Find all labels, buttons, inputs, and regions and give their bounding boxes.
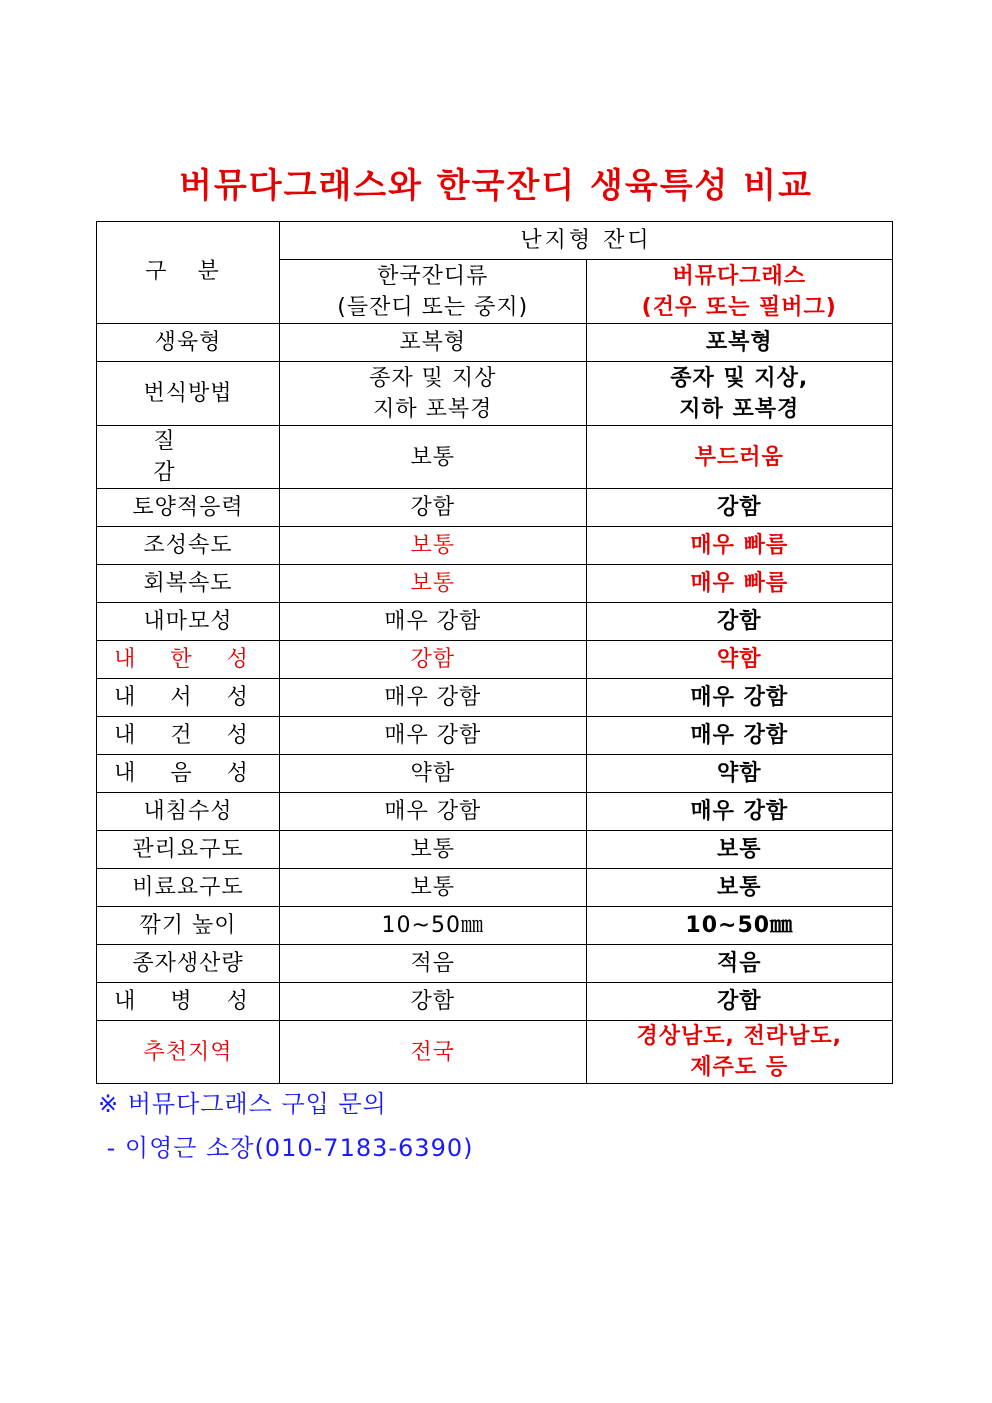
table-row (97, 426, 893, 489)
korean-value: 보통 (280, 831, 587, 869)
korean-value: 전국 (280, 1021, 587, 1084)
table-row (97, 324, 893, 362)
bermuda-value: 강함 (586, 603, 893, 641)
table-row (97, 869, 893, 907)
header-category: 구 분 (97, 222, 280, 324)
purchase-inquiry-note: ※ 버뮤다그래스 구입 문의 (98, 1090, 387, 1118)
korean-value: 약함 (280, 755, 587, 793)
contact-info: - 이영근 소장(010-7183-6390) (98, 1134, 474, 1162)
row-label: 내마모성 (97, 603, 280, 641)
row-label: 질 감 (97, 426, 280, 489)
bermuda-value: 약함 (586, 641, 893, 679)
table-row (97, 565, 893, 603)
row-label: 내 병 성 (97, 983, 280, 1021)
header-bermuda (586, 260, 893, 324)
bermuda-value-line2: 제주도 등 (690, 1055, 789, 1080)
korean-value: 강함 (280, 489, 587, 527)
korean-value: 매우 강함 (280, 793, 587, 831)
korean-value (280, 362, 587, 426)
bermuda-value-line1: 종자 및 지상, (670, 365, 809, 391)
bermuda-value: 강함 (586, 983, 893, 1021)
header-korean-sub: (들잔디 또는 중지) (337, 294, 529, 320)
korean-value: 강함 (280, 641, 587, 679)
bermuda-value: 매우 강함 (586, 679, 893, 717)
bermuda-value: 10~50㎜ (586, 907, 893, 945)
korean-value: 보통 (280, 565, 587, 603)
row-label: 번식방법 (97, 362, 280, 426)
table-row (97, 983, 893, 1021)
table-row (97, 1021, 893, 1084)
bermuda-value (586, 362, 893, 426)
bermuda-value: 보통 (586, 869, 893, 907)
row-label: 내 한 성 (97, 641, 280, 679)
bermuda-value: 강함 (586, 489, 893, 527)
table-row (97, 907, 893, 945)
table-row (97, 679, 893, 717)
comparison-table (96, 221, 893, 1084)
table-row (97, 831, 893, 869)
row-label: 토양적응력 (97, 489, 280, 527)
header-korean-name: 한국잔디류 (377, 263, 489, 289)
korean-value: 강함 (280, 983, 587, 1021)
header-bermuda-name: 버뮤다그래스 (672, 263, 806, 289)
table-row (97, 489, 893, 527)
bermuda-value: 매우 빠름 (586, 527, 893, 565)
row-label: 내침수성 (97, 793, 280, 831)
bermuda-value: 약함 (586, 755, 893, 793)
row-label: 종자생산량 (97, 945, 280, 983)
table-row (97, 793, 893, 831)
row-label: 깎기 높이 (97, 907, 280, 945)
bermuda-value-line1: 경상남도, 전라남도, (636, 1024, 842, 1049)
table-row (97, 603, 893, 641)
korean-value: 보통 (280, 527, 587, 565)
header-group: 난지형 잔디 (280, 222, 893, 260)
korean-value: 포복형 (280, 324, 587, 362)
row-label: 생육형 (97, 324, 280, 362)
bermuda-value: 보통 (586, 831, 893, 869)
table-row (97, 945, 893, 983)
bermuda-value: 매우 강함 (586, 793, 893, 831)
bermuda-value (586, 1021, 893, 1084)
korean-value: 보통 (280, 426, 587, 489)
bermuda-value: 매우 빠름 (586, 565, 893, 603)
header-korean (280, 260, 587, 324)
row-label: 내 서 성 (97, 679, 280, 717)
header-bermuda-sub: (건우 또는 필버그) (641, 294, 837, 320)
row-label: 조성속도 (97, 527, 280, 565)
table-row (97, 641, 893, 679)
bermuda-value: 부드러움 (586, 426, 893, 489)
table-row (97, 362, 893, 426)
korean-value: 10~50㎜ (280, 907, 587, 945)
table-row (97, 527, 893, 565)
row-label: 내 건 성 (97, 717, 280, 755)
row-label: 비료요구도 (97, 869, 280, 907)
korean-value: 적음 (280, 945, 587, 983)
row-label: 관리요구도 (97, 831, 280, 869)
bermuda-value-line2: 지하 포복경 (679, 396, 800, 422)
table-row (97, 717, 893, 755)
bermuda-value: 매우 강함 (586, 717, 893, 755)
korean-value-line2: 지하 포복경 (373, 396, 493, 422)
bermuda-value: 포복형 (586, 324, 893, 362)
row-label: 회복속도 (97, 565, 280, 603)
row-label: 내 음 성 (97, 755, 280, 793)
table-row (97, 755, 893, 793)
bermuda-value: 적음 (586, 945, 893, 983)
korean-value: 매우 강함 (280, 603, 587, 641)
korean-value: 보통 (280, 869, 587, 907)
korean-value: 매우 강함 (280, 717, 587, 755)
page-title: 버뮤다그래스와 한국잔디 생육특성 비교 (179, 166, 813, 206)
row-label: 추천지역 (97, 1021, 280, 1084)
korean-value: 매우 강함 (280, 679, 587, 717)
korean-value-line1: 종자 및 지상 (369, 365, 497, 391)
